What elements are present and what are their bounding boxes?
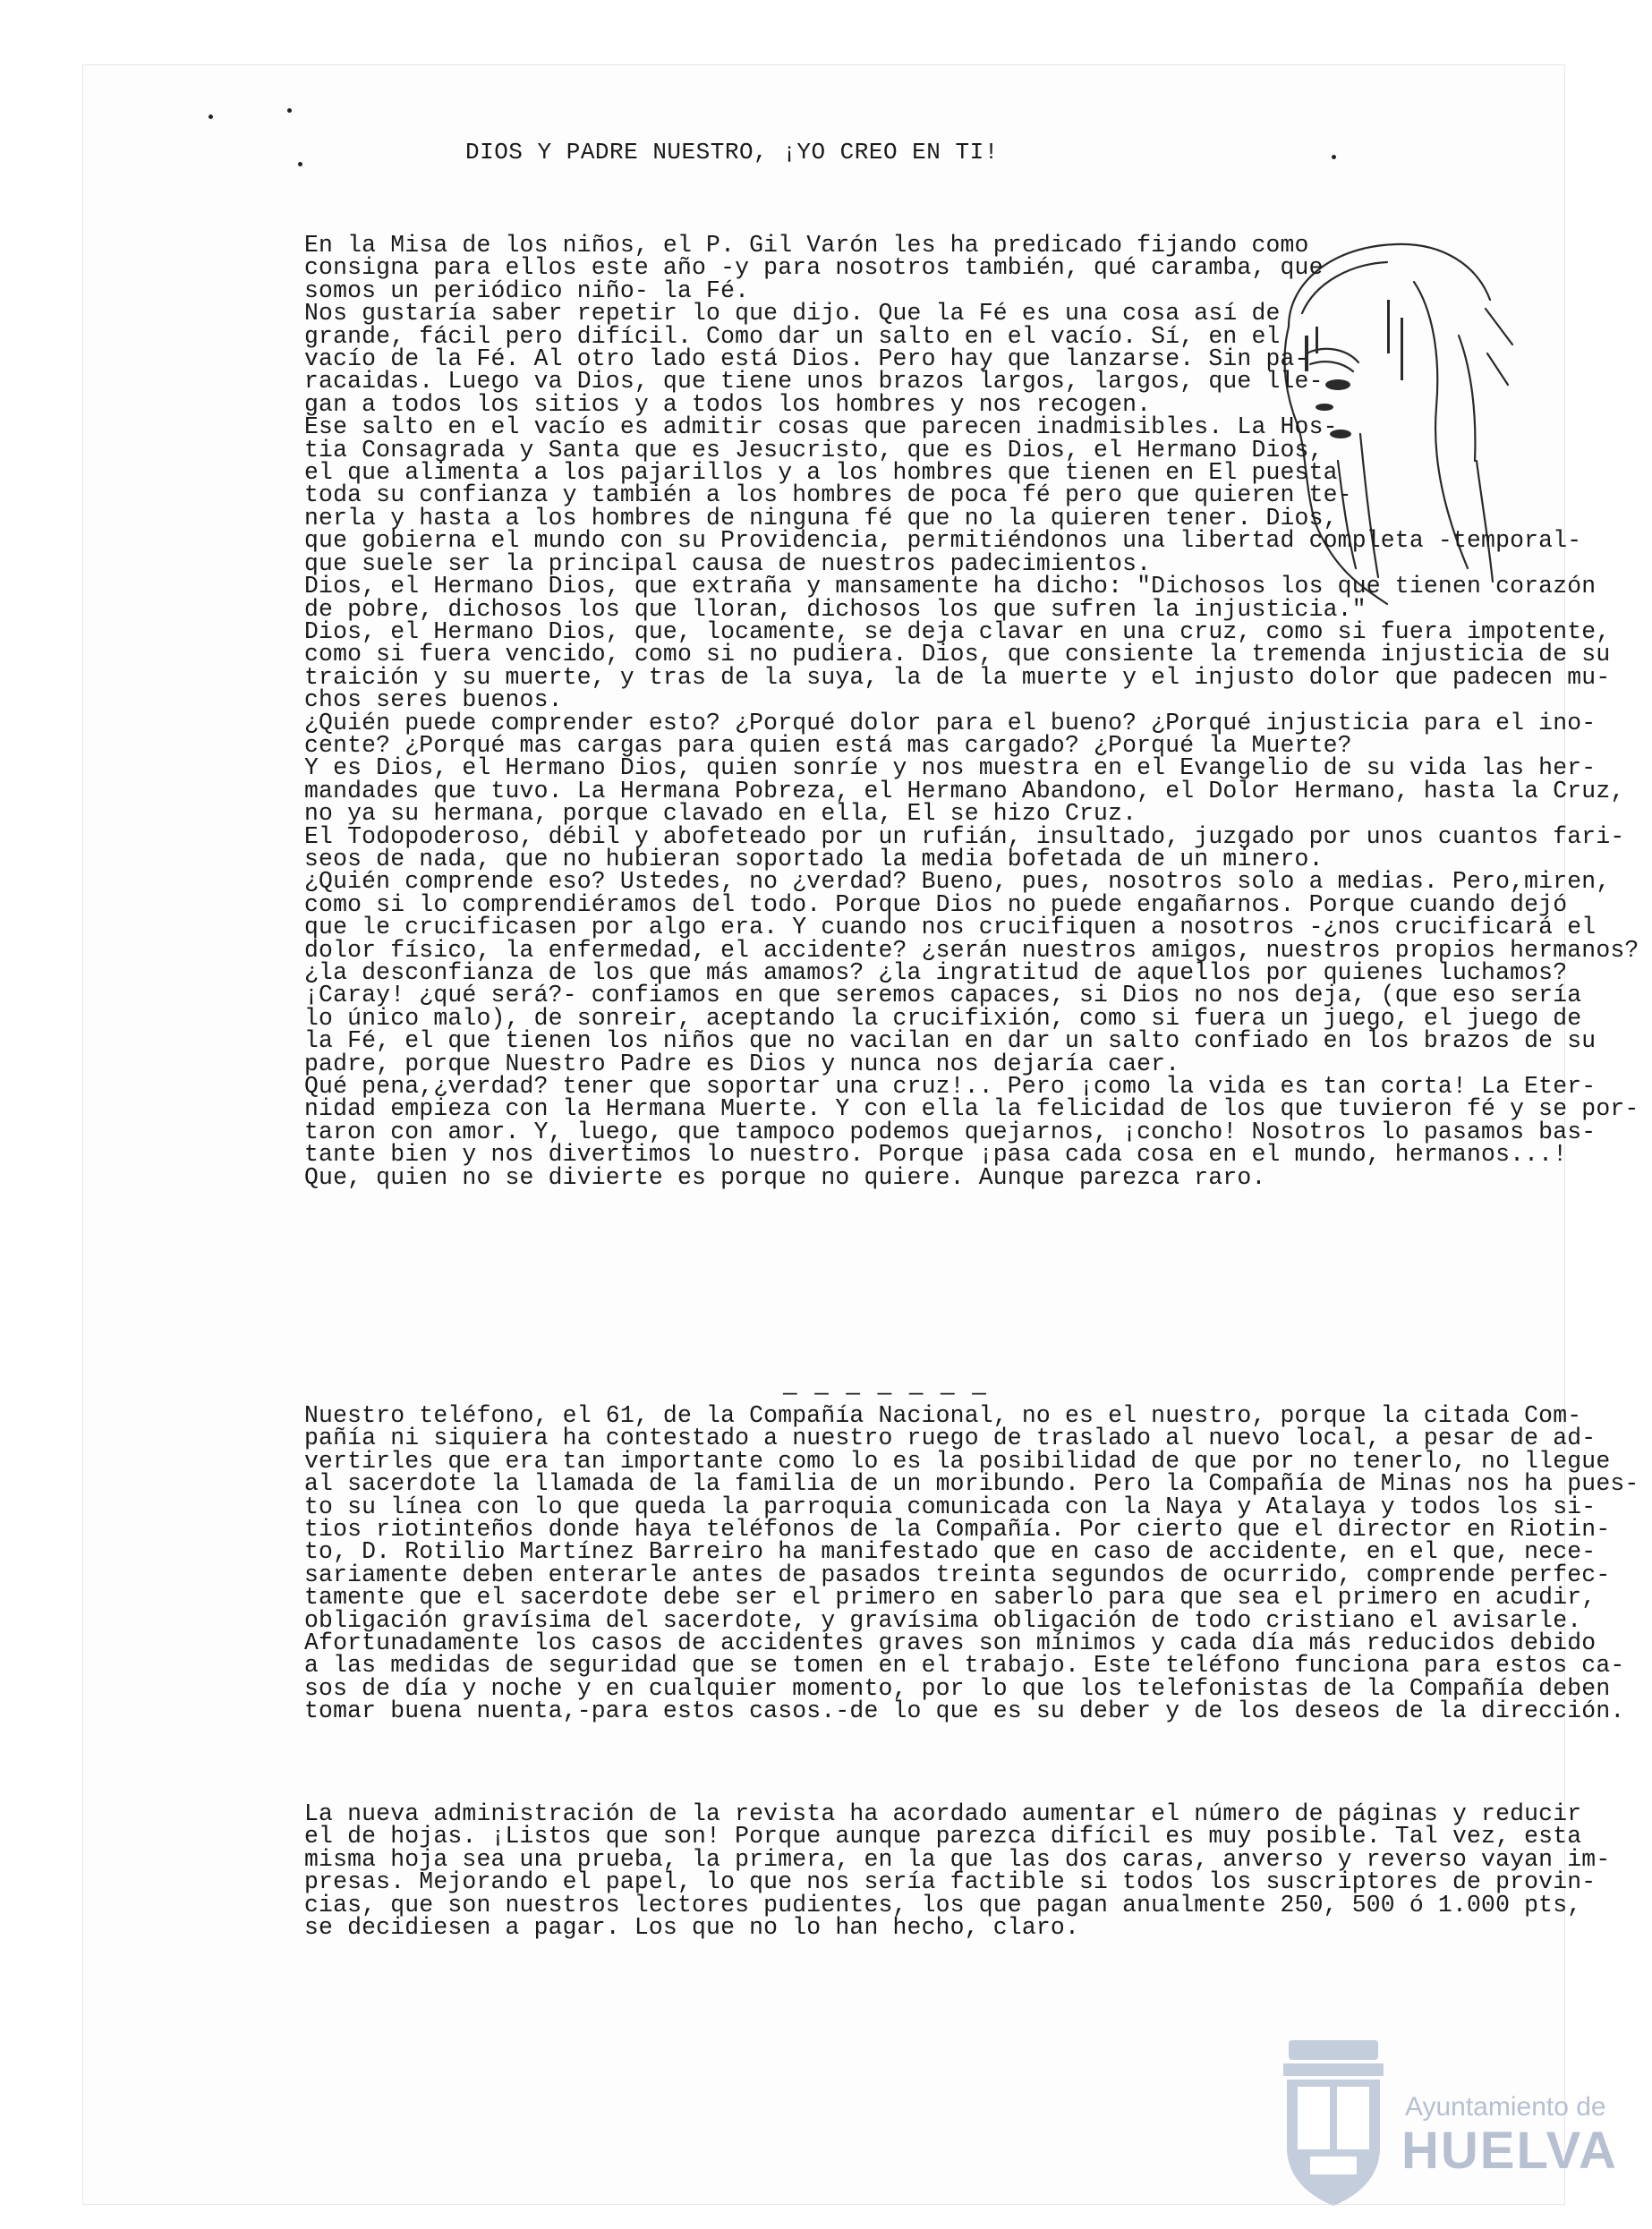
ayuntamiento-huelva-watermark <box>1271 2031 1629 2210</box>
watermark-line1: Ayuntamiento de <box>1405 2092 1606 2122</box>
article-paragraph-telephone: Nuestro teléfono, el 61, de la Compañía Nacional, no es el nuestro, porque la citada pañía ni siquiera ha contestado a nuestro ruego de traslado al nuevo local, a pesar de ad- vertirles que era tan importante como lo es la posibilidad de que por no tenerlo, no llegue al sacerdote la llamada de la familia de un moribundo. Pero la Compañía de Minas nos ha pues- to su línea con lo que queda la parroquia comunicada con la Naya y Atalaya y todos los si- tios riotinteños donde haya teléfonos de la Compañía. Por cierto que el director en to, D. Rotilio Martínez Barreiro ha manifestado que en caso de accidente, en el que, sariamente deben enterarle antes de pasados treinta segundos de ocurrido, comprende tamente que el sacerdote debe ser el primero en saberlo para que sea el primero en obligación gravísima del sacerdote, y gravísima obligación de todo cristiano el avisarle. Afortunadamente los casos de accidentes graves son mínimos y cada día más reducidos a las medidas de seguridad que se tomen en el trabajo. Este teléfono funciona para estos ca- sos de día y noche y en cualquier momento, por lo que los telefonistas de la Compañía deben tomar buena nuenta,-para estos casos.-de lo que es su deber y de los deseos de la <box>304 1402 1639 1725</box>
city-coat-of-arms-icon <box>1271 2031 1396 2210</box>
article-paragraph-administration: La nueva administración de la revista ha acordado aumentar el número de páginas y reducir el de hojas. ¡Listos que son! Porque aunque parezca difícil es muy posible. Tal vez, misma hoja sea una prueba, la primera, en la que las dos caras, anverso y reverso vayan im- presas. Mejorando el papel, lo que nos sería factible si todos los suscriptores de cias, que son nuestros lectores pudientes, los que pagan anualmente 250, 500 ó 1.000 se decidiesen a pagar. Los que no lo han hecho, claro. <box>304 1800 1611 1942</box>
section-separator: — — — — — — — <box>783 1380 988 1407</box>
article-paragraph-faith: En la Misa de los niños, el P. Gil Varón les ha predicado fijando como consigna para ellos este año -y para nosotros también, qué caramba, que somos un periódico niño- la Fé. Nos gustaría saber repetir lo que dijo. Que la Fé es una cosa así de grande, fácil pero difícil. Como dar un salto en el vacío. Sí, en el vacío de la Fé. Al otro lado está Dios. Pero hay que lanzarse. Sin pa- racaidas. Luego va Dios, que tiene unos brazos largos, largos, que lle- gan a todos los sitios y a todos los hombres y nos recogen. Ese salto en el vacío es admitir cosas que parecen inadmisibles. La Hos- tia Consagrada y Santa que es Jesucristo, que es Dios, el Hermano Dios, el que alimenta a los pajarillos y a los hombres que tienen en El puesta toda su confianza y también a los hombres de poca fé pero que quieren te- nerla y hasta a los hombres de ninguna fé que no la quieren tener. Dios, que gobierna el mundo con su Providencia, permitiéndonos una libertad completa -temporal- que suele ser la principal causa de nuestros padecimientos. Dios, el Hermano Dios, que extraña y mansamente ha dicho: "Dichosos los que tienen de pobre, dichosos los que lloran, dichosos los que sufren la injusticia." Dios, el Hermano Dios, que, locamente, se deja clavar en una cruz, como si fuera impotente, como si fuera vencido, como si no pudiera. Dios, que consiente la tremenda injusticia su traición y su muerte, y tras de la suya, la de la muerte y el injusto dolor que padecen mu- chos seres buenos. ¿Quién puede comprender esto? ¿Porqué dolor para el bueno? ¿Porqué injusticia para el ino- cente? ¿Porqué mas cargas para quien está mas cargado? ¿Porqué la Muerte? Y es Dios, el Hermano Dios, quien sonríe y nos muestra en el Evangelio de su vida las her- mandades que tuvo. La Hermana Pobreza, el Hermano Abandono, el Dolor Hermano, hasta la Cruz, no ya su hermana, porque clavado en ella, El se hizo Cruz. El Todopoderoso, débil y abofeteado por un rufián, insultado, juzgado por unos cuantos fari- seos de nada, que no hubieran soportado la media bofetada de un minero. ¿Quién comprende eso? Ustedes, no ¿verdad? Bueno, pues, nosotros solo a medias. Pero,miren, como si lo comprendiéramos del todo. Porque Dios no puede engañarnos. Porque cuando dejó que le crucificasen por algo era. Y cuando nos crucifiquen a nosotros -¿nos crucificará el dolor físico, la enfermedad, el accidente? ¿serán nuestros amigos, nuestros propios hermanos? ¿la desconfianza de los que más amamos? ¿la ingratitud de aquellos por quienes luchamos? ¡Caray! ¿qué será?- confiamos en que seremos capaces, si Dios no nos deja, (que eso lo único malo), de sonreir, aceptando la crucifixión, como si fuera un juego, el juego de la Fé, el que tienen los niños que no vacilan en dar un salto confiado en los brazos de su padre, porque Nuestro Padre es Dios y nunca nos dejaría caer. Qué pena,¿verdad? tener que soportar una cruz!.. Pero ¡como la vida es tan corta! La nidad empieza con la Hermana Muerte. Y con ella la felicidad de los que tuvieron fé y por- taron con amor. Y, luego, que tampoco podemos quejarnos, ¡concho! Nosotros lo pasamos bas- tante bien y nos divertimos lo nuestro. Porque ¡pasa cada cosa en el mundo, hermanos...! Que, quien no se divierte es porque no quiere. Aunque parezca raro. <box>304 232 1639 1191</box>
document-title: DIOS Y PADRE NUESTRO, ¡YO CREO EN TI! <box>465 139 999 166</box>
watermark-line2: HUELVA <box>1401 2122 1618 2180</box>
